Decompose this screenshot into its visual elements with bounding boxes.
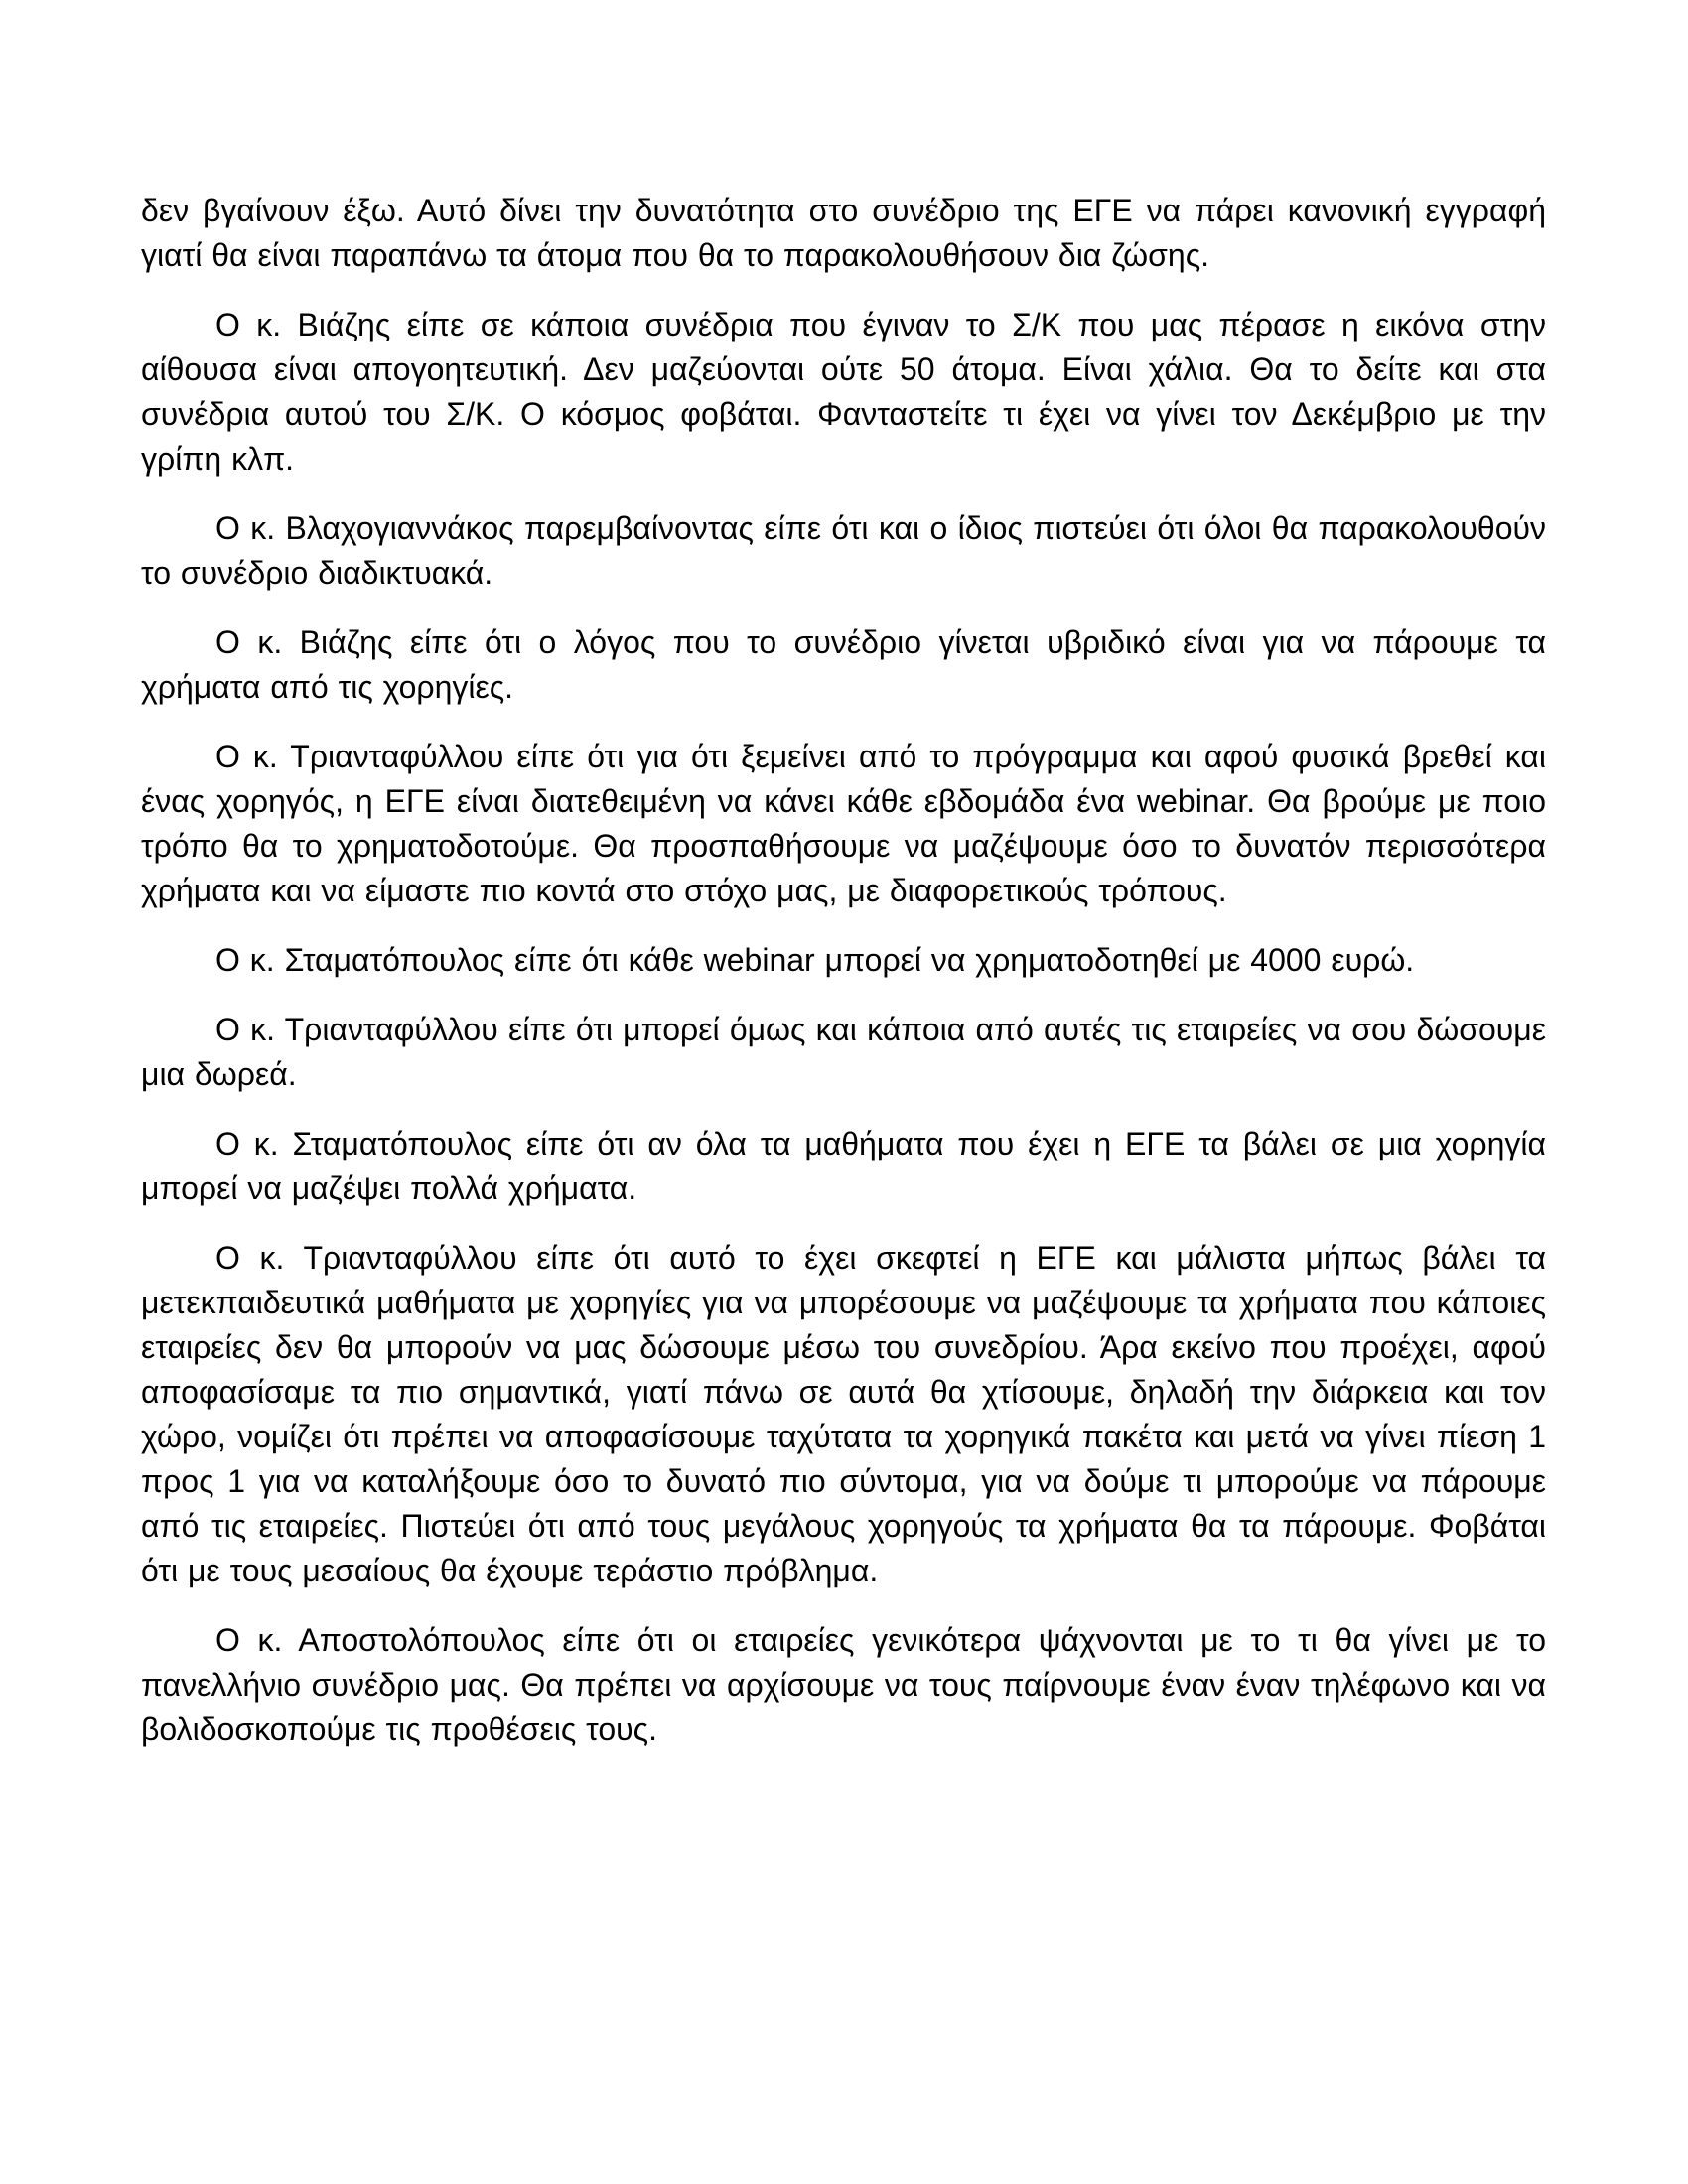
paragraph: Ο κ. Αποστολόπουλος είπε ότι οι εταιρείες γενικότερα ψάχνονται με το τι θα γίνει με το πανελλήνιο συνέδριο μας. Θα πρέπει να αρχίσουμε να τους παίρνουμε έναν έναν τηλέφωνο και να βολιδοσκοπούμε τις προθέσεις τους.	[141, 1622, 1546, 1747]
paragraph: Ο κ. Βιάζης είπε σε κάποια συνέδρια που έγιναν το Σ/Κ που μας πέρασε η εικόνα στην αίθουσα είναι απογοητευτική. Δεν μαζεύονται ούτε 50 άτομα. Είναι χάλια. Θα το δείτε και στα συνέδρια αυτού του Σ/Κ. Ο κόσμος φοβάται. Φανταστείτε τι έχει να γίνει τον Δεκέμβριο με την γρίπη κλπ.	[141, 307, 1546, 477]
paragraph: Ο κ. Τριανταφύλλου είπε ότι αυτό το έχει σκεφτεί η ΕΓΕ και μάλιστα μήπως βάλει τα μετεκπαιδευτικά μαθήματα με χορηγίες για να μπορέσουμε να μαζέψουμε τα χρήματα που κάποιες εταιρείες δεν θα μπορούν να μας δώσουμε μέσω του συνεδρίου. Άρα εκείνο που προέχει, αφού αποφασίσαμε τα πιο σημαντικά, γιατί πάνω σε αυτά θα χτίσουμε, δηλαδή την διάρκεια και τον χώρο, νομίζει ότι πρέπει να αποφασίσουμε ταχύτατα τα χορηγικά πακέτα και μετά να γίνει πίεση 1 προς 1 για να καταλήξουμε όσο το δυνατό πιο σύντομα, για να δούμε τι μπορούμε να πάρουμε από τις εταιρείες. Πιστεύει ότι από τους μεγάλους χορηγούς τα χρήματα θα τα πάρουμε. Φοβάται ότι με τους μεσαίους θα έχουμε τεράστιο πρόβλημα.	[141, 1240, 1546, 1588]
paragraph: Ο κ. Βιάζης είπε ότι ο λόγος που το συνέδριο γίνεται υβριδικό είναι για να πάρουμε τα χρήματα από τις χορηγίες.	[141, 624, 1546, 705]
paragraph: Ο κ. Βλαχογιαννάκος παρεμβαίνοντας είπε ότι και ο ίδιος πιστεύει ότι όλοι θα παρακολουθούν το συνέδριο διαδικτυακά.	[141, 510, 1546, 591]
paragraph: Ο κ. Σταματόπουλος είπε ότι αν όλα τα μαθήματα που έχει η ΕΓΕ τα βάλει σε μια χορηγία μπορεί να μαζέψει πολλά χρήματα.	[141, 1126, 1546, 1206]
paragraph: δεν βγαίνουν έξω. Αυτό δίνει την δυνατότητα στο συνέδριο της ΕΓΕ να πάρει κανονική εγγραφή γιατί θα είναι παραπάνω τα άτομα που θα το παρακολουθήσουν δια ζώσης.	[141, 193, 1546, 273]
paragraph: Ο κ. Τριανταφύλλου είπε ότι μπορεί όμως και κάποια από αυτές τις εταιρείες να σου δώσουμε μια δωρεά.	[141, 1012, 1546, 1092]
paragraph: Ο κ. Τριανταφύλλου είπε ότι για ότι ξεμείνει από το πρόγραμμα και αφού φυσικά βρεθεί και ένας χορηγός, η ΕΓΕ είναι διατεθειμένη να κάνει κάθε εβδομάδα ένα webinar. Θα βρούμε με ποιο τρόπο θα το χρηματοδοτούμε. Θα προσπαθήσουμε να μαζέψουμε όσο το δυνατόν περισσότερα χρήματα και να είμαστε πιο κοντά στο στόχο μας, με διαφορετικούς τρόπους.	[141, 739, 1546, 908]
paragraph: Ο κ. Σταματόπουλος είπε ότι κάθε webinar μπορεί να χρηματοδοτηθεί με 4000 ευρώ.	[215, 942, 1415, 978]
